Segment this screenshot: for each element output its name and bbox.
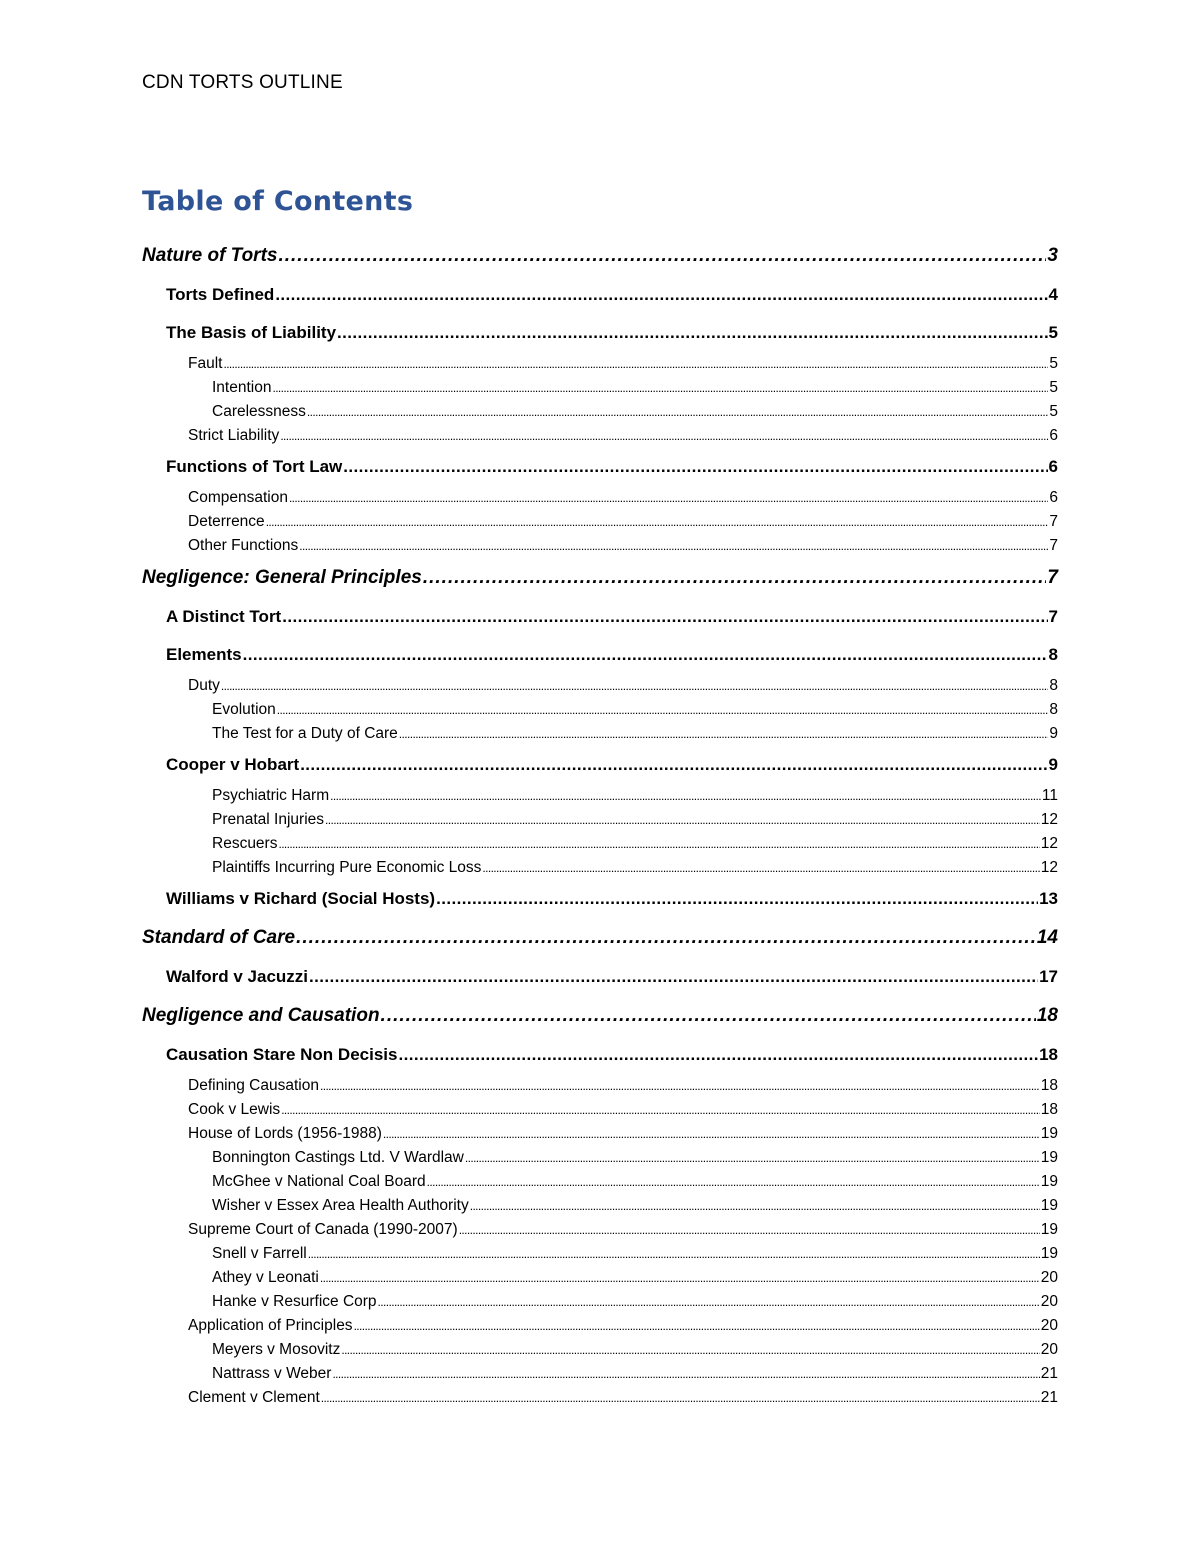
toc-entry[interactable] (142, 1242, 1058, 1266)
toc-entry-label: Defining Causation (188, 1077, 319, 1094)
toc-entry[interactable] (142, 558, 1058, 598)
toc-dot-leader (321, 1391, 1040, 1405)
toc-entry[interactable] (142, 832, 1058, 856)
toc-entry-page-number: 12 (1040, 835, 1058, 852)
toc-dot-leader (330, 789, 1041, 803)
toc-dot-leader (381, 1005, 1036, 1027)
toc-dot-leader (343, 457, 1047, 477)
toc-dot-leader (398, 1045, 1038, 1065)
toc-entry-label: The Basis of Liability (166, 323, 337, 342)
toc-dot-leader (243, 645, 1048, 665)
toc-entry-label: Clement v Clement (188, 1389, 320, 1406)
toc-entry[interactable] (142, 510, 1058, 534)
toc-dot-leader (423, 567, 1047, 589)
toc-dot-leader (277, 703, 1049, 717)
toc-dot-leader (282, 607, 1047, 627)
toc-dot-leader (325, 813, 1040, 827)
toc-entry[interactable] (142, 698, 1058, 722)
toc-entry-label: Carelessness (212, 403, 306, 420)
toc-entry-page-number: 9 (1049, 725, 1058, 742)
toc-entry-page-number: 14 (1036, 927, 1058, 948)
toc-entry[interactable] (142, 784, 1058, 808)
toc-dot-leader (275, 285, 1047, 305)
toc-dot-leader (289, 491, 1048, 505)
toc-entry-page-number: 20 (1040, 1317, 1058, 1334)
toc-entry-label: Causation Stare Non Decisis (166, 1045, 398, 1064)
toc-dot-leader (436, 889, 1038, 909)
toc-entry-label: A Distinct Tort (166, 607, 282, 626)
toc-entry[interactable] (142, 808, 1058, 832)
toc-dot-leader (272, 381, 1048, 395)
toc-entry-label: Williams v Richard (Social Hosts) (166, 889, 436, 908)
toc-entry-page-number: 5 (1048, 323, 1058, 342)
toc-dot-leader (459, 1223, 1040, 1237)
toc-entry[interactable] (142, 722, 1058, 746)
toc-entry-page-number: 7 (1049, 537, 1058, 554)
toc-dot-leader (223, 357, 1048, 371)
toc-dot-leader (296, 927, 1036, 949)
toc-entry-page-number: 5 (1049, 355, 1058, 372)
toc-entry-page-number: 21 (1040, 1365, 1058, 1382)
toc-entry[interactable] (142, 880, 1058, 918)
toc-entry-label: Fault (188, 355, 223, 372)
toc-dot-leader (427, 1175, 1040, 1189)
toc-entry-page-number: 20 (1040, 1269, 1058, 1286)
toc-entry-label: Hanke v Resurfice Corp (212, 1293, 377, 1310)
toc-entry-label: Athey v Leonati (212, 1269, 319, 1286)
toc-entry-label: Nattrass v Weber (212, 1365, 332, 1382)
toc-dot-leader (309, 967, 1038, 987)
toc-entry-label: Bonnington Castings Ltd. V Wardlaw (212, 1149, 464, 1166)
toc-entry-page-number: 19 (1040, 1173, 1058, 1190)
toc-entry[interactable] (142, 486, 1058, 510)
toc-entry-label: Walford v Jacuzzi (166, 967, 309, 986)
toc-entry[interactable] (142, 598, 1058, 636)
toc-entry-page-number: 3 (1047, 245, 1058, 266)
toc-dot-leader (354, 1319, 1040, 1333)
toc-entry-page-number: 6 (1049, 489, 1058, 506)
toc-dot-leader (278, 837, 1039, 851)
toc-entry-page-number: 4 (1048, 285, 1058, 304)
toc-entry[interactable] (142, 636, 1058, 674)
toc-dot-leader (299, 539, 1048, 553)
toc-entry[interactable] (142, 674, 1058, 698)
toc-entry[interactable] (142, 856, 1058, 880)
toc-dot-leader (341, 1343, 1039, 1357)
toc-dot-leader (470, 1199, 1040, 1213)
toc-entry[interactable] (142, 1362, 1058, 1386)
toc-entry[interactable] (142, 276, 1058, 314)
toc-entry[interactable] (142, 918, 1058, 958)
toc-dot-leader (465, 1151, 1040, 1165)
toc-entry-label: Negligence: General Principles (142, 567, 422, 588)
toc-entry-label: Snell v Farrell (212, 1245, 307, 1262)
toc-entry-label: Duty (188, 677, 220, 694)
toc-entry-label: Intention (212, 379, 272, 396)
page-header: CDN TORTS OUTLINE (142, 72, 343, 93)
toc-entry-page-number: 19 (1040, 1197, 1058, 1214)
toc-entry[interactable] (142, 400, 1058, 424)
toc-entry[interactable] (142, 1074, 1058, 1098)
toc-entry-label: Cook v Lewis (188, 1101, 281, 1118)
toc-entry-page-number: 8 (1049, 701, 1058, 718)
toc-entry-page-number: 7 (1048, 607, 1058, 626)
toc-entry-page-number: 6 (1048, 457, 1058, 476)
toc-dot-leader (278, 245, 1046, 267)
toc-entry-page-number: 19 (1040, 1245, 1058, 1262)
toc-entry-page-number: 19 (1040, 1149, 1058, 1166)
toc-entry-label: Evolution (212, 701, 276, 718)
toc-title: Table of Contents (142, 186, 414, 217)
toc-entry-label: Standard of Care (142, 927, 296, 948)
toc-entry-label: Elements (166, 645, 242, 664)
table-of-contents (142, 236, 1058, 1410)
toc-entry-label: Cooper v Hobart (166, 755, 300, 774)
toc-entry-label: Compensation (188, 489, 288, 506)
toc-entry[interactable] (142, 1386, 1058, 1410)
toc-entry-page-number: 12 (1040, 859, 1058, 876)
toc-dot-leader (308, 1247, 1040, 1261)
toc-entry-page-number: 18 (1040, 1077, 1058, 1094)
toc-entry-label: House of Lords (1956-1988) (188, 1125, 382, 1142)
toc-entry[interactable] (142, 534, 1058, 558)
toc-entry-page-number: 20 (1040, 1293, 1058, 1310)
toc-entry-label: Nature of Torts (142, 245, 278, 266)
toc-entry[interactable] (142, 1290, 1058, 1314)
toc-entry-page-number: 18 (1040, 1101, 1058, 1118)
toc-entry-label: Strict Liability (188, 427, 280, 444)
toc-entry-label: McGhee v National Coal Board (212, 1173, 426, 1190)
toc-entry-label: Deterrence (188, 513, 265, 530)
toc-entry[interactable] (142, 1036, 1058, 1074)
toc-entry[interactable] (142, 1266, 1058, 1290)
toc-dot-leader (281, 1103, 1040, 1117)
toc-entry-label: Other Functions (188, 537, 299, 554)
toc-entry-page-number: 7 (1047, 567, 1058, 588)
toc-entry[interactable] (142, 448, 1058, 486)
toc-entry-label: Application of Principles (188, 1317, 353, 1334)
toc-entry[interactable] (142, 236, 1058, 276)
toc-dot-leader (337, 323, 1047, 343)
toc-entry-page-number: 11 (1041, 787, 1058, 804)
toc-entry-page-number: 20 (1040, 1341, 1058, 1358)
toc-entry-label: Prenatal Injuries (212, 811, 325, 828)
toc-entry[interactable] (142, 958, 1058, 996)
toc-dot-leader (221, 679, 1049, 693)
toc-entry[interactable] (142, 1194, 1058, 1218)
toc-entry-page-number: 17 (1039, 967, 1058, 986)
toc-entry-label: Meyers v Mosovitz (212, 1341, 341, 1358)
toc-entry-label: Functions of Tort Law (166, 457, 343, 476)
toc-entry-page-number: 7 (1049, 513, 1058, 530)
toc-entry[interactable] (142, 1146, 1058, 1170)
toc-entry[interactable] (142, 746, 1058, 784)
toc-entry-page-number: 5 (1049, 379, 1058, 396)
toc-dot-leader (383, 1127, 1040, 1141)
toc-entry-page-number: 13 (1039, 889, 1058, 908)
toc-entry-page-number: 8 (1049, 677, 1058, 694)
toc-entry-page-number: 19 (1040, 1221, 1058, 1238)
toc-dot-leader (307, 405, 1048, 419)
toc-dot-leader (332, 1367, 1039, 1381)
toc-entry[interactable] (142, 1314, 1058, 1338)
toc-entry-page-number: 9 (1048, 755, 1058, 774)
toc-entry-page-number: 19 (1040, 1125, 1058, 1142)
toc-entry[interactable] (142, 996, 1058, 1036)
toc-dot-leader (266, 515, 1049, 529)
toc-entry-page-number: 18 (1036, 1005, 1058, 1026)
toc-entry-page-number: 12 (1040, 811, 1058, 828)
toc-entry[interactable] (142, 352, 1058, 376)
toc-entry-label: Negligence and Causation (142, 1005, 380, 1026)
toc-entry[interactable] (142, 1218, 1058, 1242)
toc-entry-label: Psychiatric Harm (212, 787, 330, 804)
toc-dot-leader (320, 1271, 1040, 1285)
toc-entry-page-number: 8 (1048, 645, 1058, 664)
toc-entry-page-number: 21 (1040, 1389, 1058, 1406)
toc-entry[interactable] (142, 314, 1058, 352)
toc-entry[interactable] (142, 1098, 1058, 1122)
toc-entry-label: Wisher v Essex Area Health Authority (212, 1197, 469, 1214)
toc-entry-page-number: 6 (1049, 427, 1058, 444)
toc-entry-label: Torts Defined (166, 285, 275, 304)
toc-dot-leader (280, 429, 1048, 443)
toc-dot-leader (378, 1295, 1040, 1309)
toc-entry-page-number: 5 (1049, 403, 1058, 420)
toc-entry[interactable] (142, 1338, 1058, 1362)
toc-entry-label: Plaintiffs Incurring Pure Economic Loss (212, 859, 482, 876)
toc-entry-label: Supreme Court of Canada (1990-2007) (188, 1221, 458, 1238)
toc-dot-leader (482, 861, 1039, 875)
toc-entry[interactable] (142, 1122, 1058, 1146)
toc-entry-label: The Test for a Duty of Care (212, 725, 398, 742)
toc-dot-leader (399, 727, 1049, 741)
toc-entry[interactable] (142, 1170, 1058, 1194)
toc-entry[interactable] (142, 376, 1058, 400)
toc-entry[interactable] (142, 424, 1058, 448)
toc-entry-label: Rescuers (212, 835, 278, 852)
toc-entry-page-number: 18 (1039, 1045, 1058, 1064)
toc-dot-leader (320, 1079, 1040, 1093)
toc-dot-leader (300, 755, 1047, 775)
